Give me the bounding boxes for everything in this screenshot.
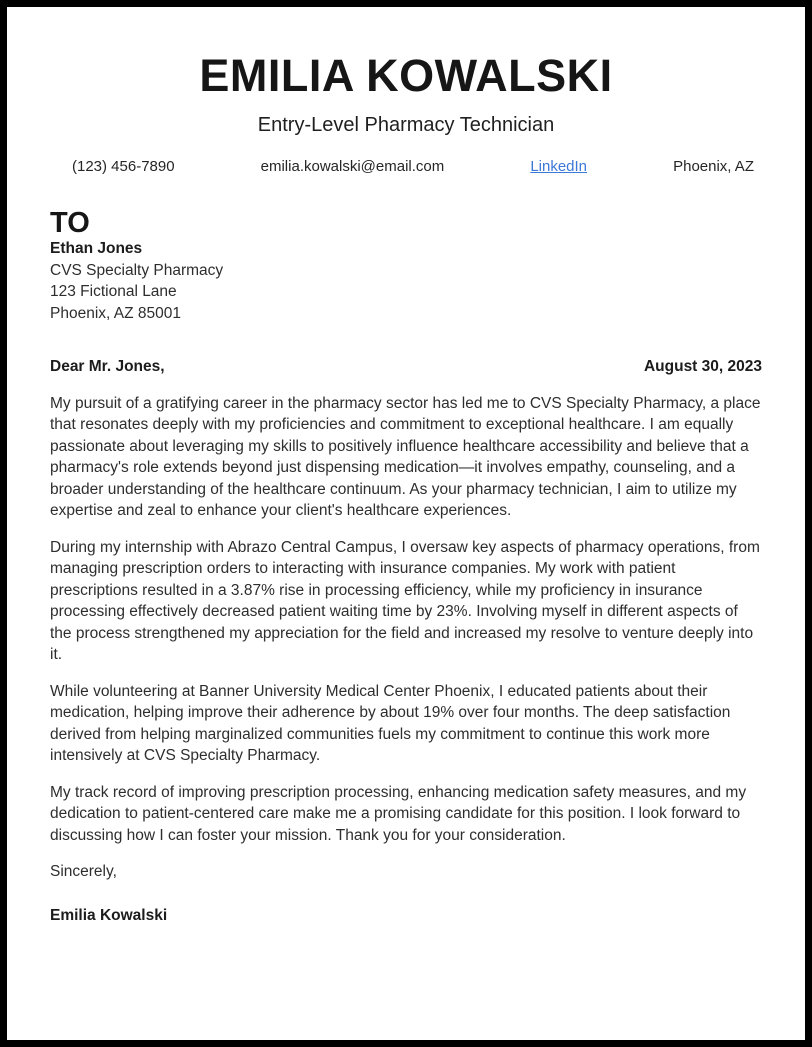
location: Phoenix, AZ [673, 158, 754, 175]
paragraph-internship: During my internship with Abrazo Central Campus, I oversaw key aspects of pharmacy operations, from managing prescription orders to interacting with insurance companies. My work with patient prescriptions resulted in a 3.87% rise in processing efficiency, while my proficiency in insurance processing effectively decreased patient waiting time by 23%. Involving myself in different aspects of the process strengthened my appreciation for the field and increased my resolve to venture deeply into it. [50, 538, 760, 663]
paragraph-volunteering: While volunteering at Banner University Medical Center Phoenix, I educated patients about their medication, helping improve their adherence by about 19% over four months. The deep satisfaction derived from helping marginalized communities fuels my commitment to continue this work more intensively at CVS Specialty Pharmacy. [50, 682, 731, 764]
contact-row [72, 157, 754, 177]
recipient-name: Ethan Jones [50, 240, 143, 257]
email-address: emilia.kowalski@email.com [260, 158, 445, 175]
salutation: Dear Mr. Jones, [50, 358, 165, 375]
letter-header [50, 50, 762, 177]
phone-number: (123) 456-7890 [72, 158, 175, 175]
letter-body [50, 356, 762, 926]
letter-date: August 30, 2023 [643, 358, 762, 375]
recipient-company: CVS Specialty Pharmacy [50, 261, 224, 279]
recipient-heading: TO [50, 207, 90, 239]
salutation-row [50, 356, 762, 378]
candidate-name: EMILIA KOWALSKI [199, 50, 613, 101]
recipient-block [50, 208, 762, 324]
recipient-city: Phoenix, AZ 85001 [50, 304, 181, 322]
recipient-street: 123 Fictional Lane [50, 283, 177, 300]
job-title: Entry-Level Pharmacy Technician [257, 114, 555, 136]
linkedin-link[interactable]: LinkedIn [530, 158, 588, 175]
closing: Sincerely, [50, 863, 117, 880]
paragraph-closing-pitch: My track record of improving prescription processing, enhancing medication safety measures, and my dedication to patient-centered care make me a promising candidate for this position. I look forward to discussing how I can foster your mission. Thank you for your consideration. [50, 783, 747, 844]
paragraph-intro: My pursuit of a gratifying career in the pharmacy sector has led me to CVS Specialty Pharmacy, a place that resonates deeply with my proficiencies and commitment to exceptional healthcare. I am equally passionate about leveraging my skills to positively influence healthcare accessibility and believe that a pharmacy's role extends beyond just dispensing medication—it involves empathy, counseling, and a broader understanding of the healthcare continuum. As your pharmacy technician, I aim to utilize my expertise and zeal to enhance your client's healthcare experiences. [50, 394, 761, 519]
signature-name: Emilia Kowalski [50, 906, 168, 924]
